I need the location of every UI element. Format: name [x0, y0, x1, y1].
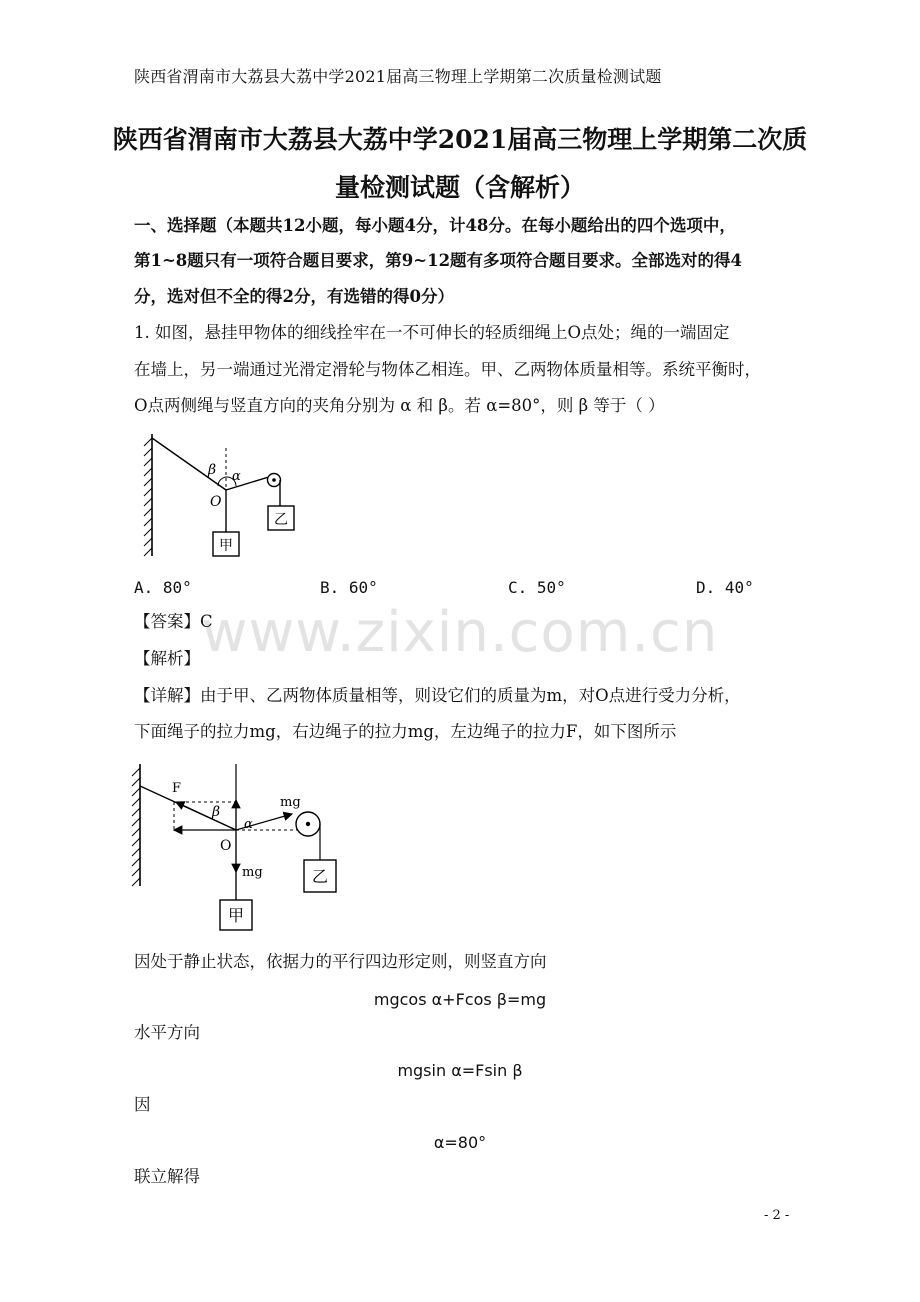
static-state-text: 因处于静止状态，依据力的平行四边形定则，则竖直方向: [134, 952, 547, 971]
pulley-axle: [306, 822, 310, 826]
section-instructions-line-1: 一、选择题（本题共12小题，每小题4分，计48分。在每小题给出的四个选项中，: [134, 216, 736, 235]
block-a-label: 甲: [219, 538, 233, 554]
answer-line: 【答案】C: [134, 612, 213, 631]
equation-horizontal: mgsin α=Fsin β: [397, 1061, 523, 1080]
analysis-heading: 【解析】: [134, 649, 200, 668]
mg-right-label: mg: [280, 795, 301, 810]
equation-alpha: α=80°: [433, 1133, 487, 1152]
block-b-label: 乙: [311, 867, 329, 886]
detail-line-2: 下面绳子的拉力mg，右边绳子的拉力mg，左边绳子的拉力F，如下图所示: [134, 722, 677, 741]
horizontal-direction-text: 水平方向: [134, 1023, 200, 1042]
figure-question-1: [140, 428, 320, 568]
point-o-label: O: [220, 838, 232, 854]
block-a-label: 甲: [227, 906, 245, 925]
force-f-arrow: [176, 802, 236, 830]
wall-hatching: [132, 768, 140, 886]
option-d[interactable]: D. 40°: [696, 578, 754, 597]
running-header: 陕西省渭南市大荔县大荔中学2021届高三物理上学期第二次质量检测试题: [134, 67, 662, 86]
document-title-line-1: 陕西省渭南市大荔县大荔中学2021届高三物理上学期第二次质: [112, 125, 808, 154]
alpha-label: α: [244, 817, 253, 832]
section-instructions-line-2: 第1~8题只有一项符合题目要求，第9~12题有多项符合题目要求。全部选对的得4: [134, 251, 743, 270]
document-title-line-2: 量检测试题（含解析）: [334, 173, 585, 202]
watermark: www.zixin.com.cn: [201, 600, 719, 665]
option-c[interactable]: C. 50°: [508, 578, 566, 597]
because-text: 因: [134, 1095, 151, 1114]
block-b-label: 乙: [274, 512, 288, 528]
point-o-label: O: [210, 494, 222, 510]
question-1-line-3: O点两侧绳与竖直方向的夹角分别为 α 和 β。若 α=80°，则 β 等于（ ）: [134, 396, 665, 415]
detail-line-1: 【详解】由于甲、乙两物体质量相等，则设它们的质量为m，对O点进行受力分析，: [134, 686, 741, 705]
mg-down-label: mg: [242, 865, 263, 880]
alpha-label: α: [232, 469, 241, 484]
figure-force-analysis: [128, 760, 348, 932]
question-1-line-2: 在墙上，另一端通过光滑定滑轮与物体乙相连。甲、乙两物体质量相等。系统平衡时，: [134, 360, 761, 379]
question-1-line-1: 1. 如图，悬挂甲物体的细线拴牢在一不可伸长的轻质细绳上O点处；绳的一端固定: [134, 323, 730, 342]
solve-text: 联立解得: [134, 1167, 200, 1186]
beta-label: β: [208, 462, 217, 478]
wall-hatching: [144, 438, 152, 556]
pulley-axle: [272, 478, 276, 482]
equation-vertical: mgcos α+Fcos β=mg: [373, 990, 547, 1009]
page-number: - 2 -: [764, 1208, 790, 1223]
beta-label: β: [212, 804, 221, 820]
force-f-label: F: [172, 781, 182, 796]
option-a[interactable]: A. 80°: [134, 578, 192, 597]
section-instructions-line-3: 分，选对但不全的得2分，有选错的得0分）: [134, 287, 454, 306]
option-b[interactable]: B. 60°: [320, 578, 378, 597]
